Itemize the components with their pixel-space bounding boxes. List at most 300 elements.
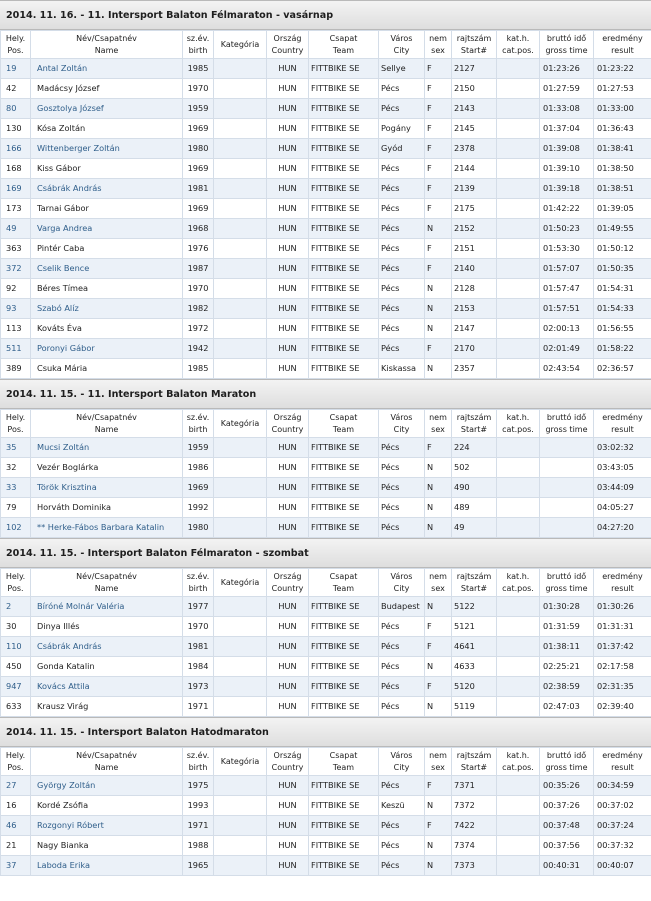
cell-gross-time: 01:27:59 <box>540 79 594 99</box>
cell-result: 04:27:20 <box>594 518 651 538</box>
cell-start: 2170 <box>452 339 497 359</box>
cell-result: 01:23:22 <box>594 59 651 79</box>
cell-team: FITTBIKE SE <box>309 438 379 458</box>
cell-start: 2153 <box>452 299 497 319</box>
cell-gross-time: 01:37:04 <box>540 119 594 139</box>
cell-start: 2145 <box>452 119 497 139</box>
cell-team: FITTBIKE SE <box>309 139 379 159</box>
cell-result: 01:54:31 <box>594 279 651 299</box>
cell-city: Pécs <box>379 79 425 99</box>
table-row <box>1 139 651 159</box>
col-gross-header: bruttó idő gross time <box>540 410 594 438</box>
col-gross-header: bruttó idő gross time <box>540 569 594 597</box>
cell-result: 01:33:00 <box>594 99 651 119</box>
cell-gross-time: 00:37:26 <box>540 796 594 816</box>
cell-catpos <box>497 99 540 119</box>
cell-category <box>214 179 267 199</box>
cell-result: 03:43:05 <box>594 458 651 478</box>
cell-catpos <box>497 279 540 299</box>
cell-birth: 1977 <box>183 597 214 617</box>
cell-category <box>214 836 267 856</box>
cell-country: HUN <box>267 179 309 199</box>
cell-city: Pécs <box>379 478 425 498</box>
cell-pos: 92 <box>1 279 31 299</box>
cell-city: Pécs <box>379 99 425 119</box>
cell-start: 49 <box>452 518 497 538</box>
cell-catpos <box>497 159 540 179</box>
cell-pos: 32 <box>1 458 31 478</box>
cell-country: HUN <box>267 657 309 677</box>
cell-team: FITTBIKE SE <box>309 299 379 319</box>
cell-pos: 113 <box>1 319 31 339</box>
cell-start: 7422 <box>452 816 497 836</box>
cell-team: FITTBIKE SE <box>309 458 379 478</box>
cell-name: Tarnai Gábor <box>31 199 183 219</box>
col-team-header: Csapat Team <box>309 31 379 59</box>
cell-birth: 1985 <box>183 59 214 79</box>
col-pos-header: Hely. Pos. <box>1 569 31 597</box>
cell-start: 2147 <box>452 319 497 339</box>
race-title: 2014. 11. 15. - 11. Intersport Balaton Maraton <box>0 379 651 409</box>
cell-country: HUN <box>267 79 309 99</box>
col-name-header: Név/Csapatnév Name <box>31 569 183 597</box>
table-row <box>1 319 651 339</box>
cell-name: Horváth Dominika <box>31 498 183 518</box>
cell-name: Csuka Mária <box>31 359 183 379</box>
cell-gross-time: 00:40:31 <box>540 856 594 876</box>
cell-birth: 1969 <box>183 159 214 179</box>
cell-pos: 173 <box>1 199 31 219</box>
cell-country: HUN <box>267 597 309 617</box>
cell-birth: 1981 <box>183 179 214 199</box>
col-name-header: Név/Csapatnév Name <box>31 748 183 776</box>
cell-team: FITTBIKE SE <box>309 856 379 876</box>
table-row <box>1 179 651 199</box>
table-body <box>1 59 651 379</box>
cell-gross-time <box>540 498 594 518</box>
cell-catpos <box>497 139 540 159</box>
cell-birth: 1986 <box>183 458 214 478</box>
cell-start: 2357 <box>452 359 497 379</box>
cell-name: Dinya Illés <box>31 617 183 637</box>
cell-team: FITTBIKE SE <box>309 836 379 856</box>
cell-result: 01:58:22 <box>594 339 651 359</box>
table-row <box>1 617 651 637</box>
cell-result: 03:02:32 <box>594 438 651 458</box>
cell-team: FITTBIKE SE <box>309 99 379 119</box>
cell-pos: 79 <box>1 498 31 518</box>
cell-catpos <box>497 199 540 219</box>
col-team-header: Csapat Team <box>309 569 379 597</box>
cell-country: HUN <box>267 199 309 219</box>
cell-birth: 1969 <box>183 199 214 219</box>
cell-sex: N <box>425 697 452 717</box>
cell-country: HUN <box>267 99 309 119</box>
cell-country: HUN <box>267 319 309 339</box>
cell-birth: 1968 <box>183 219 214 239</box>
race-title: 2014. 11. 16. - 11. Intersport Balaton Félmaraton - vasárnap <box>0 0 651 30</box>
cell-country: HUN <box>267 856 309 876</box>
cell-name: Csábrák András <box>31 637 183 657</box>
col-category-header: Kategória <box>214 31 267 59</box>
col-catpos-header: kat.h. cat.pos. <box>497 31 540 59</box>
cell-sex: N <box>425 796 452 816</box>
cell-catpos <box>497 637 540 657</box>
cell-city: Pécs <box>379 657 425 677</box>
cell-result: 02:36:57 <box>594 359 651 379</box>
col-result-header: eredmény result <box>594 748 651 776</box>
cell-name: Kovács Attila <box>31 677 183 697</box>
cell-pos: 102 <box>1 518 31 538</box>
cell-result: 01:38:41 <box>594 139 651 159</box>
cell-birth: 1993 <box>183 796 214 816</box>
cell-country: HUN <box>267 438 309 458</box>
race-section <box>0 0 651 379</box>
table-row <box>1 299 651 319</box>
cell-category <box>214 637 267 657</box>
col-name-header: Név/Csapatnév Name <box>31 31 183 59</box>
table-row <box>1 796 651 816</box>
cell-start: 2128 <box>452 279 497 299</box>
cell-result: 01:30:26 <box>594 597 651 617</box>
cell-birth: 1965 <box>183 856 214 876</box>
cell-birth: 1970 <box>183 617 214 637</box>
cell-catpos <box>497 856 540 876</box>
cell-name: Rozgonyi Róbert <box>31 816 183 836</box>
cell-sex: F <box>425 637 452 657</box>
race-title: 2014. 11. 15. - Intersport Balaton Félmaraton - szombat <box>0 538 651 568</box>
cell-sex: N <box>425 299 452 319</box>
cell-team: FITTBIKE SE <box>309 79 379 99</box>
cell-team: FITTBIKE SE <box>309 597 379 617</box>
col-city-header: Város City <box>379 569 425 597</box>
cell-start: 489 <box>452 498 497 518</box>
table-body <box>1 438 651 538</box>
cell-sex: F <box>425 59 452 79</box>
table-header-row <box>1 569 651 597</box>
cell-sex: F <box>425 159 452 179</box>
cell-name: Laboda Erika <box>31 856 183 876</box>
cell-city: Pécs <box>379 159 425 179</box>
cell-result: 00:37:24 <box>594 816 651 836</box>
cell-country: HUN <box>267 458 309 478</box>
race-title: 2014. 11. 15. - Intersport Balaton Hatodmaraton <box>0 717 651 747</box>
cell-category <box>214 796 267 816</box>
cell-catpos <box>497 259 540 279</box>
cell-sex: F <box>425 617 452 637</box>
cell-team: FITTBIKE SE <box>309 498 379 518</box>
table-row <box>1 458 651 478</box>
col-sex-header: nem sex <box>425 31 452 59</box>
cell-result: 01:37:42 <box>594 637 651 657</box>
table-row <box>1 856 651 876</box>
cell-birth: 1980 <box>183 139 214 159</box>
cell-category <box>214 677 267 697</box>
cell-name: Pintér Caba <box>31 239 183 259</box>
cell-team: FITTBIKE SE <box>309 339 379 359</box>
cell-country: HUN <box>267 836 309 856</box>
cell-birth: 1971 <box>183 697 214 717</box>
cell-city: Pécs <box>379 299 425 319</box>
cell-gross-time: 02:47:03 <box>540 697 594 717</box>
cell-pos: 37 <box>1 856 31 876</box>
col-start-header: rajtszám Start# <box>452 748 497 776</box>
cell-team: FITTBIKE SE <box>309 657 379 677</box>
cell-category <box>214 279 267 299</box>
results-table <box>0 30 651 379</box>
cell-sex: F <box>425 239 452 259</box>
cell-catpos <box>497 677 540 697</box>
cell-pos: 30 <box>1 617 31 637</box>
cell-country: HUN <box>267 339 309 359</box>
cell-gross-time: 01:57:47 <box>540 279 594 299</box>
cell-catpos <box>497 458 540 478</box>
cell-country: HUN <box>267 139 309 159</box>
cell-team: FITTBIKE SE <box>309 637 379 657</box>
cell-birth: 1987 <box>183 259 214 279</box>
cell-sex: N <box>425 219 452 239</box>
cell-birth: 1971 <box>183 816 214 836</box>
col-category-header: Kategória <box>214 569 267 597</box>
col-birth-header: sz.év. birth <box>183 748 214 776</box>
cell-gross-time: 01:42:22 <box>540 199 594 219</box>
cell-city: Pécs <box>379 438 425 458</box>
cell-city: Gyód <box>379 139 425 159</box>
col-sex-header: nem sex <box>425 410 452 438</box>
cell-gross-time: 01:38:11 <box>540 637 594 657</box>
cell-catpos <box>497 836 540 856</box>
cell-city: Sellye <box>379 59 425 79</box>
cell-start: 2175 <box>452 199 497 219</box>
col-category-header: Kategória <box>214 748 267 776</box>
cell-start: 490 <box>452 478 497 498</box>
cell-pos: 49 <box>1 219 31 239</box>
col-birth-header: sz.év. birth <box>183 569 214 597</box>
cell-country: HUN <box>267 259 309 279</box>
cell-country: HUN <box>267 299 309 319</box>
cell-category <box>214 359 267 379</box>
col-start-header: rajtszám Start# <box>452 410 497 438</box>
table-row <box>1 99 651 119</box>
cell-start: 2127 <box>452 59 497 79</box>
table-header-row <box>1 410 651 438</box>
cell-start: 2139 <box>452 179 497 199</box>
table-row <box>1 339 651 359</box>
cell-team: FITTBIKE SE <box>309 617 379 637</box>
col-country-header: Ország Country <box>267 31 309 59</box>
cell-pos: 166 <box>1 139 31 159</box>
table-row <box>1 657 651 677</box>
cell-start: 7371 <box>452 776 497 796</box>
cell-sex: N <box>425 518 452 538</box>
cell-start: 2140 <box>452 259 497 279</box>
cell-name: Kósa Zoltán <box>31 119 183 139</box>
cell-name: Vezér Boglárka <box>31 458 183 478</box>
cell-city: Pécs <box>379 776 425 796</box>
cell-catpos <box>497 597 540 617</box>
cell-sex: N <box>425 319 452 339</box>
cell-sex: F <box>425 99 452 119</box>
cell-name: Wittenberger Zoltán <box>31 139 183 159</box>
cell-catpos <box>497 518 540 538</box>
cell-team: FITTBIKE SE <box>309 697 379 717</box>
col-catpos-header: kat.h. cat.pos. <box>497 410 540 438</box>
results-table <box>0 747 651 876</box>
table-header-row <box>1 748 651 776</box>
cell-sex: N <box>425 856 452 876</box>
cell-pos: 130 <box>1 119 31 139</box>
cell-country: HUN <box>267 159 309 179</box>
cell-pos: 19 <box>1 59 31 79</box>
cell-gross-time: 02:25:21 <box>540 657 594 677</box>
cell-birth: 1984 <box>183 657 214 677</box>
cell-name: Poronyi Gábor <box>31 339 183 359</box>
cell-name: ** Herke-Fábos Barbara Katalin <box>31 518 183 538</box>
cell-name: Kováts Éva <box>31 319 183 339</box>
cell-gross-time: 01:57:07 <box>540 259 594 279</box>
cell-start: 2143 <box>452 99 497 119</box>
cell-birth: 1982 <box>183 299 214 319</box>
col-city-header: Város City <box>379 31 425 59</box>
cell-start: 4633 <box>452 657 497 677</box>
cell-catpos <box>497 816 540 836</box>
cell-sex: F <box>425 776 452 796</box>
cell-catpos <box>497 478 540 498</box>
cell-catpos <box>497 498 540 518</box>
cell-city: Pécs <box>379 279 425 299</box>
cell-team: FITTBIKE SE <box>309 59 379 79</box>
cell-catpos <box>497 299 540 319</box>
table-row <box>1 119 651 139</box>
col-sex-header: nem sex <box>425 748 452 776</box>
cell-sex: N <box>425 498 452 518</box>
cell-country: HUN <box>267 279 309 299</box>
cell-pos: 42 <box>1 79 31 99</box>
cell-category <box>214 59 267 79</box>
cell-pos: 363 <box>1 239 31 259</box>
cell-team: FITTBIKE SE <box>309 119 379 139</box>
cell-catpos <box>497 239 540 259</box>
cell-result: 01:36:43 <box>594 119 651 139</box>
cell-name: Cselik Bence <box>31 259 183 279</box>
col-city-header: Város City <box>379 748 425 776</box>
cell-sex: F <box>425 79 452 99</box>
table-row <box>1 478 651 498</box>
col-pos-header: Hely. Pos. <box>1 410 31 438</box>
cell-catpos <box>497 438 540 458</box>
cell-category <box>214 199 267 219</box>
cell-team: FITTBIKE SE <box>309 359 379 379</box>
cell-sex: N <box>425 478 452 498</box>
cell-catpos <box>497 359 540 379</box>
race-section <box>0 538 651 717</box>
cell-gross-time: 01:33:08 <box>540 99 594 119</box>
cell-pos: 110 <box>1 637 31 657</box>
cell-name: Béres Tímea <box>31 279 183 299</box>
col-result-header: eredmény result <box>594 569 651 597</box>
cell-birth: 1980 <box>183 518 214 538</box>
cell-country: HUN <box>267 697 309 717</box>
cell-city: Pécs <box>379 259 425 279</box>
cell-category <box>214 816 267 836</box>
table-row <box>1 239 651 259</box>
cell-gross-time: 00:37:56 <box>540 836 594 856</box>
cell-country: HUN <box>267 637 309 657</box>
cell-gross-time <box>540 478 594 498</box>
cell-name: Gosztolya József <box>31 99 183 119</box>
cell-team: FITTBIKE SE <box>309 677 379 697</box>
cell-team: FITTBIKE SE <box>309 319 379 339</box>
table-row <box>1 279 651 299</box>
cell-gross-time: 02:43:54 <box>540 359 594 379</box>
col-country-header: Ország Country <box>267 569 309 597</box>
cell-start: 7374 <box>452 836 497 856</box>
cell-name: Varga Andrea <box>31 219 183 239</box>
col-city-header: Város City <box>379 410 425 438</box>
table-row <box>1 836 651 856</box>
cell-city: Pécs <box>379 219 425 239</box>
cell-gross-time: 01:39:08 <box>540 139 594 159</box>
cell-category <box>214 79 267 99</box>
cell-birth: 1975 <box>183 776 214 796</box>
cell-city: Pécs <box>379 677 425 697</box>
table-row <box>1 359 651 379</box>
cell-team: FITTBIKE SE <box>309 199 379 219</box>
cell-country: HUN <box>267 617 309 637</box>
cell-catpos <box>497 79 540 99</box>
results-table <box>0 568 651 717</box>
race-section <box>0 717 651 876</box>
cell-start: 5121 <box>452 617 497 637</box>
cell-name: Kiss Gábor <box>31 159 183 179</box>
cell-pos: 511 <box>1 339 31 359</box>
cell-result: 01:54:33 <box>594 299 651 319</box>
cell-result: 01:50:35 <box>594 259 651 279</box>
cell-start: 4641 <box>452 637 497 657</box>
cell-team: FITTBIKE SE <box>309 239 379 259</box>
cell-city: Budapest <box>379 597 425 617</box>
cell-gross-time: 01:30:28 <box>540 597 594 617</box>
col-country-header: Ország Country <box>267 410 309 438</box>
table-row <box>1 697 651 717</box>
cell-category <box>214 856 267 876</box>
cell-category <box>214 458 267 478</box>
table-row <box>1 597 651 617</box>
table-row <box>1 199 651 219</box>
cell-country: HUN <box>267 478 309 498</box>
cell-category <box>214 776 267 796</box>
cell-gross-time: 02:00:13 <box>540 319 594 339</box>
cell-category <box>214 597 267 617</box>
cell-sex: F <box>425 816 452 836</box>
col-sex-header: nem sex <box>425 569 452 597</box>
cell-sex: F <box>425 438 452 458</box>
cell-team: FITTBIKE SE <box>309 159 379 179</box>
col-name-header: Név/Csapatnév Name <box>31 410 183 438</box>
cell-category <box>214 239 267 259</box>
cell-category <box>214 478 267 498</box>
cell-category <box>214 617 267 637</box>
cell-city: Pécs <box>379 179 425 199</box>
cell-city: Pécs <box>379 856 425 876</box>
table-row <box>1 776 651 796</box>
race-section <box>0 379 651 538</box>
cell-city: Pécs <box>379 458 425 478</box>
cell-team: FITTBIKE SE <box>309 796 379 816</box>
cell-result: 03:44:09 <box>594 478 651 498</box>
cell-country: HUN <box>267 59 309 79</box>
cell-catpos <box>497 179 540 199</box>
